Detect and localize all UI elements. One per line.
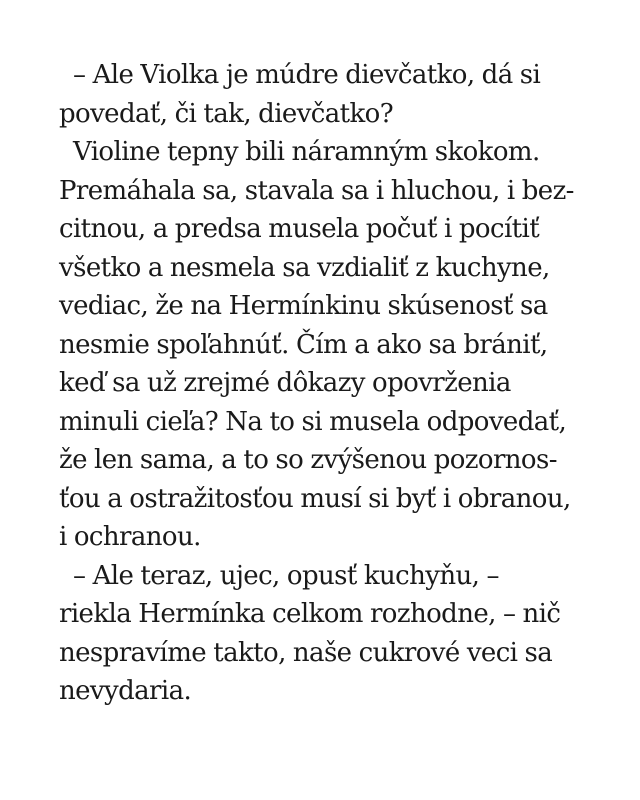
text-line: keď sa už zrejmé dôkazy opovrženia <box>59 368 511 398</box>
text-line: Premáhala sa, stavala sa i hluchou, i bez- <box>59 175 574 206</box>
text-line: všetko a nesmela sa vzdialiť z kuchyne, <box>59 252 550 283</box>
text-line: i ochranou. <box>59 522 201 552</box>
text-line: vediac, že na Hermínkinu skúsenosť sa <box>59 291 548 321</box>
text-line: nesmie spoľahnúť. Čím a ako sa brániť, <box>59 329 548 360</box>
text-line: minuli cieľa? Na to si musela odpovedať, <box>59 406 567 437</box>
text-line: že len sama, a to so zvýšenou pozornos- <box>59 445 557 475</box>
text-line: nevydaria. <box>59 676 192 706</box>
text-line: Violine tepny bili náramným skokom. <box>73 137 540 167</box>
text-line: – Ale teraz, ujec, opusť kuchyňu, – <box>73 560 499 591</box>
text-body <box>59 56 590 711</box>
text-line: citnou, a predsa musela počuť i pocítiť <box>59 214 540 244</box>
text-line: ťou a ostražitosťou musí si byť i obranou, <box>59 483 571 514</box>
text-line: nespravíme takto, naše cukrové veci sa <box>59 637 553 668</box>
text-line: povedať, či tak, dievčatko? <box>59 98 394 129</box>
text-line: riekla Hermínka celkom rozhodne, – nič <box>59 599 561 629</box>
text-line: – Ale Violka je múdre dievčatko, dá si <box>73 60 541 90</box>
